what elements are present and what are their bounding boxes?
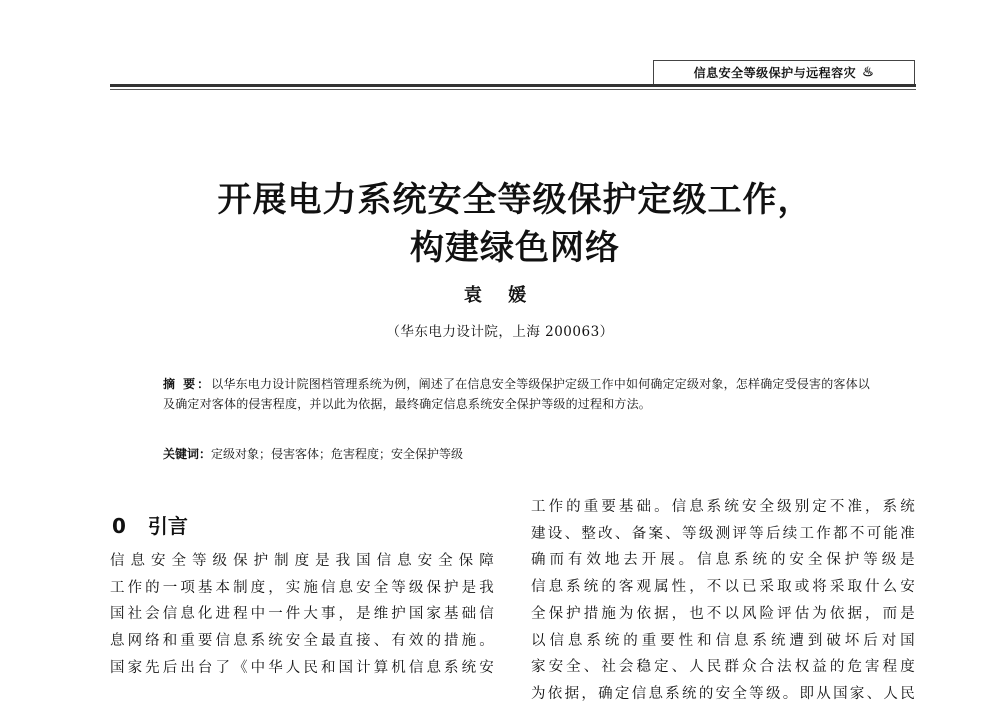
keywords-text: 定级对象；侵害客体；危害程度；安全保护等级 xyxy=(211,447,464,461)
body-line: 确而有效地去开展。信息系统的安全保护等级是 xyxy=(531,552,915,569)
body-column-right xyxy=(531,494,915,708)
author-name: 袁 媛 xyxy=(463,285,537,306)
keywords xyxy=(163,444,875,464)
author-affiliation: （华东电力设计院，上海 200063） xyxy=(386,324,614,340)
body-line: 为依据，确定信息系统的安全等级。即从国家、人民 xyxy=(531,685,915,702)
body-line: 信息系统的客观属性，不以已采取或将采取什么安 xyxy=(531,579,915,596)
abstract-text: 以华东电力设计院图档管理系统为例，阐述了在信息安全等级保护定级工作中如何确定定级对象，怎样确定受侵害的客体以及确定对客体的侵害程度，并以此为依据，最终确定信息系统安全保护等级的过程和方法。 xyxy=(163,377,870,411)
body-line: 工作的一项基本制度，实施信息安全等级保护是我 xyxy=(110,579,494,596)
section-title: 引言 xyxy=(147,514,188,538)
abstract xyxy=(163,374,875,414)
body-line: 工作的重要基础。信息系统安全级别定不准，系统 xyxy=(531,499,915,515)
section-tag: 信息安全等级保护与远程容灾 xyxy=(693,66,857,80)
body-column-left xyxy=(110,548,494,682)
body-line: 以信息系统的重要性和信息系统遭到破坏后对国 xyxy=(531,632,915,649)
section-heading xyxy=(112,510,188,539)
body-line: 全保护措施为依据，也不以风险评估为依据，而是 xyxy=(531,605,915,622)
keywords-label: 关键词： xyxy=(163,447,212,461)
body-line: 家安全、社会稳定、人民群众合法权益的危害程度 xyxy=(531,659,915,676)
body-line: 建设、整改、备案、等级测评等后续工作都不可能准 xyxy=(531,525,915,542)
body-line: 息网络和重要信息系统安全最直接、有效的措施。 xyxy=(110,633,494,650)
body-line: 国家先后出台了《中华人民和国计算机信息系统安 xyxy=(110,659,494,676)
header-rule xyxy=(110,84,916,87)
header-rule-thin xyxy=(110,89,916,90)
body-line: 信息安全等级保护制度是我国信息安全保障 xyxy=(110,553,494,569)
paper-title-line-2: 构建绿色网络 xyxy=(410,228,620,268)
running-header xyxy=(653,60,915,84)
paper-title-line-1: 开展电力系统安全等级保护定级工作， xyxy=(217,180,813,220)
journal-logo-icon: ♨ xyxy=(862,65,875,80)
body-line: 国社会信息化进程中一件大事，是维护国家基础信 xyxy=(110,606,494,623)
section-number: 0 xyxy=(112,514,126,538)
abstract-label: 摘 要： xyxy=(163,377,212,391)
